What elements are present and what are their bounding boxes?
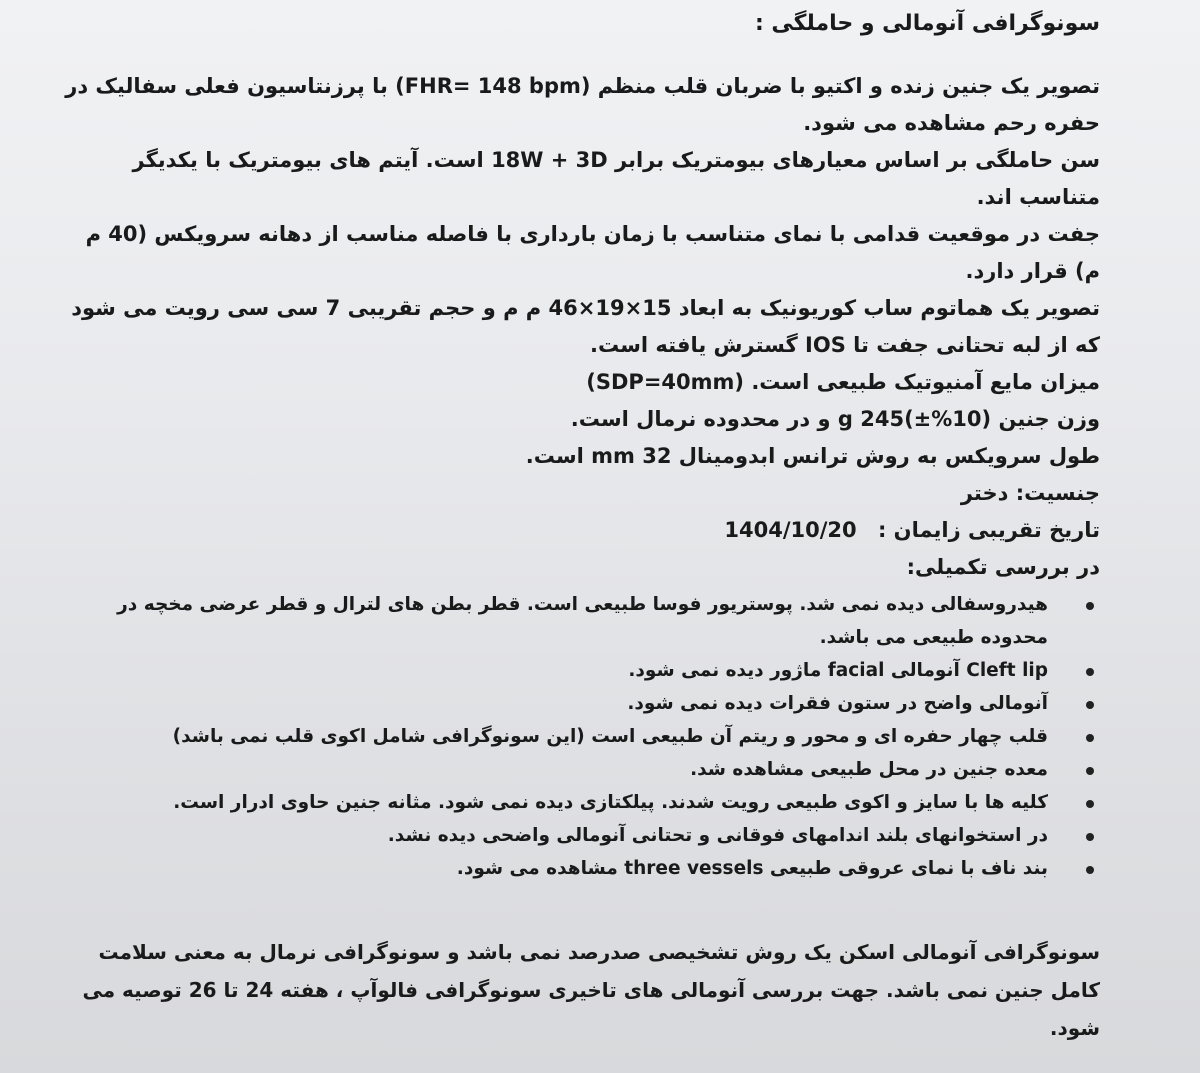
- fetus-description: تصویر یک جنین زنده و اکتیو با ضربان قلب منظم (FHR= 148 bpm) با پرزنتاسیون فعلی سفالیک در حفره رحم مشاهده می شود.: [65, 74, 1100, 135]
- list-item: [60, 654, 1048, 687]
- finding-text: معده جنین در محل طبیعی مشاهده شد.: [690, 759, 1048, 780]
- bullet-icon: [1086, 800, 1094, 808]
- list-item: [60, 588, 1048, 654]
- list-item: [60, 819, 1048, 852]
- list-item: [60, 753, 1048, 786]
- bullet-icon: [1086, 668, 1094, 676]
- disclaimer-footer: سونوگرافی آنومالی اسکن یک روش تشخیصی صدرصد نمی باشد و سونوگرافی نرمال به معنی سلامت کامل جنین نمی باشد. جهت بررسی آنومالی های تاخیری سونوگرافی فالوآپ ، هفته 24 تا 26 توصیه می شود.: [82, 940, 1100, 1040]
- bullet-icon: [1086, 701, 1094, 709]
- bullet-icon: [1086, 833, 1094, 841]
- finding-text: آنومالی واضح در ستون فقرات دیده نمی شود.: [627, 693, 1048, 714]
- finding-text: کلیه ها با سایز و اکوی طبیعی رویت شدند. پیلکتازی دیده نمی شود. مثانه جنین حاوی ادرار است.: [173, 792, 1048, 813]
- amniotic-fluid: میزان مایع آمنیوتیک طبیعی است. (SDP=40mm): [586, 370, 1100, 394]
- fetal-weight: وزن جنین (10%±)g 245 و در محدوده نرمال است.: [570, 407, 1100, 431]
- list-item: [60, 687, 1048, 720]
- list-item: [60, 852, 1048, 885]
- bullet-icon: [1086, 866, 1094, 874]
- cervical-length: طول سرویکس به روش ترانس ابدومینال 32 mm است.: [525, 444, 1100, 468]
- report-title: سونوگرافی آنومالی و حاملگی :: [754, 11, 1100, 36]
- subchorionic-hematoma: تصویر یک هماتوم ساب کوریونیک به ابعاد 15×19×46 م م و حجم تقریبی 7 سی سی رویت می شود که از لبه تحتانی جفت تا IOS گسترش یافته است.: [71, 296, 1100, 357]
- due-date-line: [60, 512, 1100, 549]
- placenta-position: جفت در موقعیت قدامی با نمای متناسب با زمان بارداری با فاصله مناسب از دهانه سرویکس (40 م م) قرار دارد.: [85, 222, 1100, 283]
- finding-text: قلب چهار حفره ای و محور و ریتم آن طبیعی است (این سونوگرافی شامل اکوی قلب نمی باشد): [172, 726, 1048, 747]
- bullet-icon: [1086, 767, 1094, 775]
- finding-text: هیدروسفالی دیده نمی شد. پوستریور فوسا طبیعی است. قطر بطن های لترال و قطر عرضی مخچه در محدوده طبیعی می باشد.: [117, 594, 1048, 648]
- list-item: [60, 720, 1048, 753]
- finding-text: در استخوانهای بلند اندامهای فوقانی و تحتانی آنومالی واضحی دیده نشد.: [387, 825, 1048, 846]
- supplementary-heading: در بررسی تکمیلی:: [906, 555, 1100, 579]
- bullet-icon: [1086, 602, 1094, 610]
- due-date-label: تاریخ تقریبی زایمان :: [877, 518, 1100, 542]
- fetal-sex: جنسیت: دختر: [960, 481, 1100, 505]
- gestational-age: سن حاملگی بر اساس معیارهای بیومتریک برابر 18W + 3D است. آیتم های بیومتریک با یکدیگر متناسب اند.: [132, 148, 1100, 209]
- finding-text: Cleft lip آنومالی facial ماژور دیده نمی شود.: [628, 660, 1048, 681]
- list-item: [60, 786, 1048, 819]
- due-date-value: 1404/10/20: [724, 518, 857, 542]
- bullet-icon: [1086, 734, 1094, 742]
- finding-text: بند ناف با نمای عروقی طبیعی three vessels مشاهده می شود.: [456, 858, 1048, 879]
- findings-list: [60, 588, 1100, 885]
